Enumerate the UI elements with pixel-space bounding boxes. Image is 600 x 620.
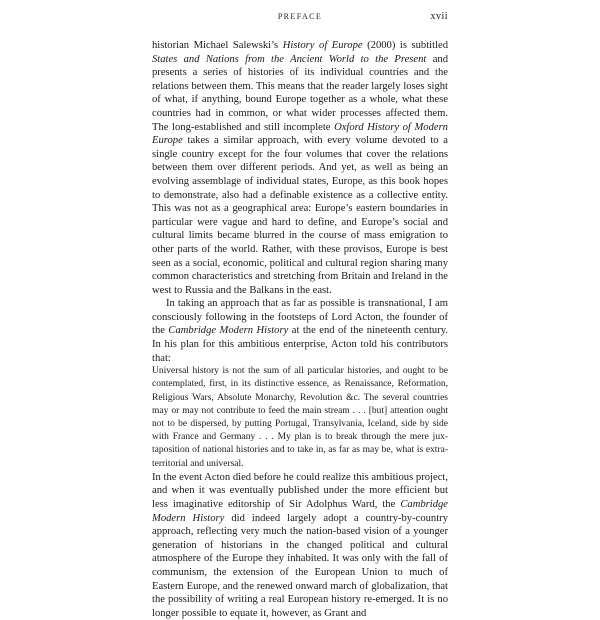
italic-title: States and Nations from the Ancient World to the Present [152, 53, 427, 65]
text-run: In the event Acton died before he could realize this ambitious project, and when it was eventually published under the more efficient but less imaginative editorship of Sir Adolphus Ward, the [152, 471, 448, 511]
text-run: (2000) is subtitled [362, 40, 448, 51]
italic-title: Cambridge Modern History [168, 325, 289, 337]
running-head-title: PREFACE [277, 12, 323, 21]
paragraph [152, 297, 448, 365]
body-text [152, 39, 448, 620]
text-run: at the end of the nineteenth century. In his plan for this ambitious enterprise, Acton told his contributors that: [152, 325, 448, 364]
paragraph [152, 471, 448, 620]
italic-title: History of Europe [282, 40, 363, 51]
paragraph [152, 39, 448, 297]
running-head [152, 11, 448, 25]
text-run: Universal history is not the sum of all particular histories, and ought to be contemplated, first, in its distinctive essence, as Renaissance, Reformation, Religious Wars, Absolute Monarchy, Revolution &c. The several countries may or may not contribute to feed the main stream . . . [but] attention ought not to be dispersed, by putting Portugal, Transylvania, Iceland, side by side with France and Germany . . . My plan is to break through the mere juxtaposition of national histories and to take in, as far as may be, what is extra-territorial and universal. [152, 366, 448, 469]
text-run: did indeed largely adopt a country-by-country approach, reflecting very much the nation-based vision of a younger generation of historians in the changed political and cultural atmosphere of the Europe they inhabited. It was only with the fall of communism, the extension of the European Union to much of Eastern Europe, and the renewed onward march of globalization, that the possibility of writing a real European history re-emerged. It is no longer possible to equate it, however, as Grant and [152, 512, 448, 619]
text-run: historian Michael Salewski’s [152, 40, 283, 51]
text-run: and presents a series of histories of its individual countries and the relations between them. This means that the reader largely loses sight of what, if anything, bound Europe together as a whole, what these countries had in common, or what wider processes affected them. The long-established and still incomplete [152, 53, 448, 133]
text-run: takes a similar approach, with every volume devoted to a single country except for the four volumes that cover the relations between them over different periods. And yet, as well as being an evolving assemblage of individual states, Europe, as this book hopes to demonstrate, also had a definable existence as a collective entity. This was not as a geographical area: Europe’s eastern boundaries in particular were vague and hard to define, and Europe’s social and cultural limits became blurred in the course of mass emigration to other parts of the world. Rather, with these provisos, Europe is best seen as a social, economic, political and cultural region sharing many common characteristics and stretching from Britain and Ireland in the west to Russia and the Balkans in the east. [152, 135, 448, 296]
block-quote [152, 365, 448, 471]
text-run: In taking an approach that as far as possible is transnational, I am consciously following in the footsteps of Lord Acton, the founder of the [152, 298, 448, 337]
italic-title: Cambridge Modern History [152, 499, 448, 524]
italic-title: Oxford History of Modern Europe [152, 121, 448, 147]
page-number: xvii [430, 11, 448, 22]
